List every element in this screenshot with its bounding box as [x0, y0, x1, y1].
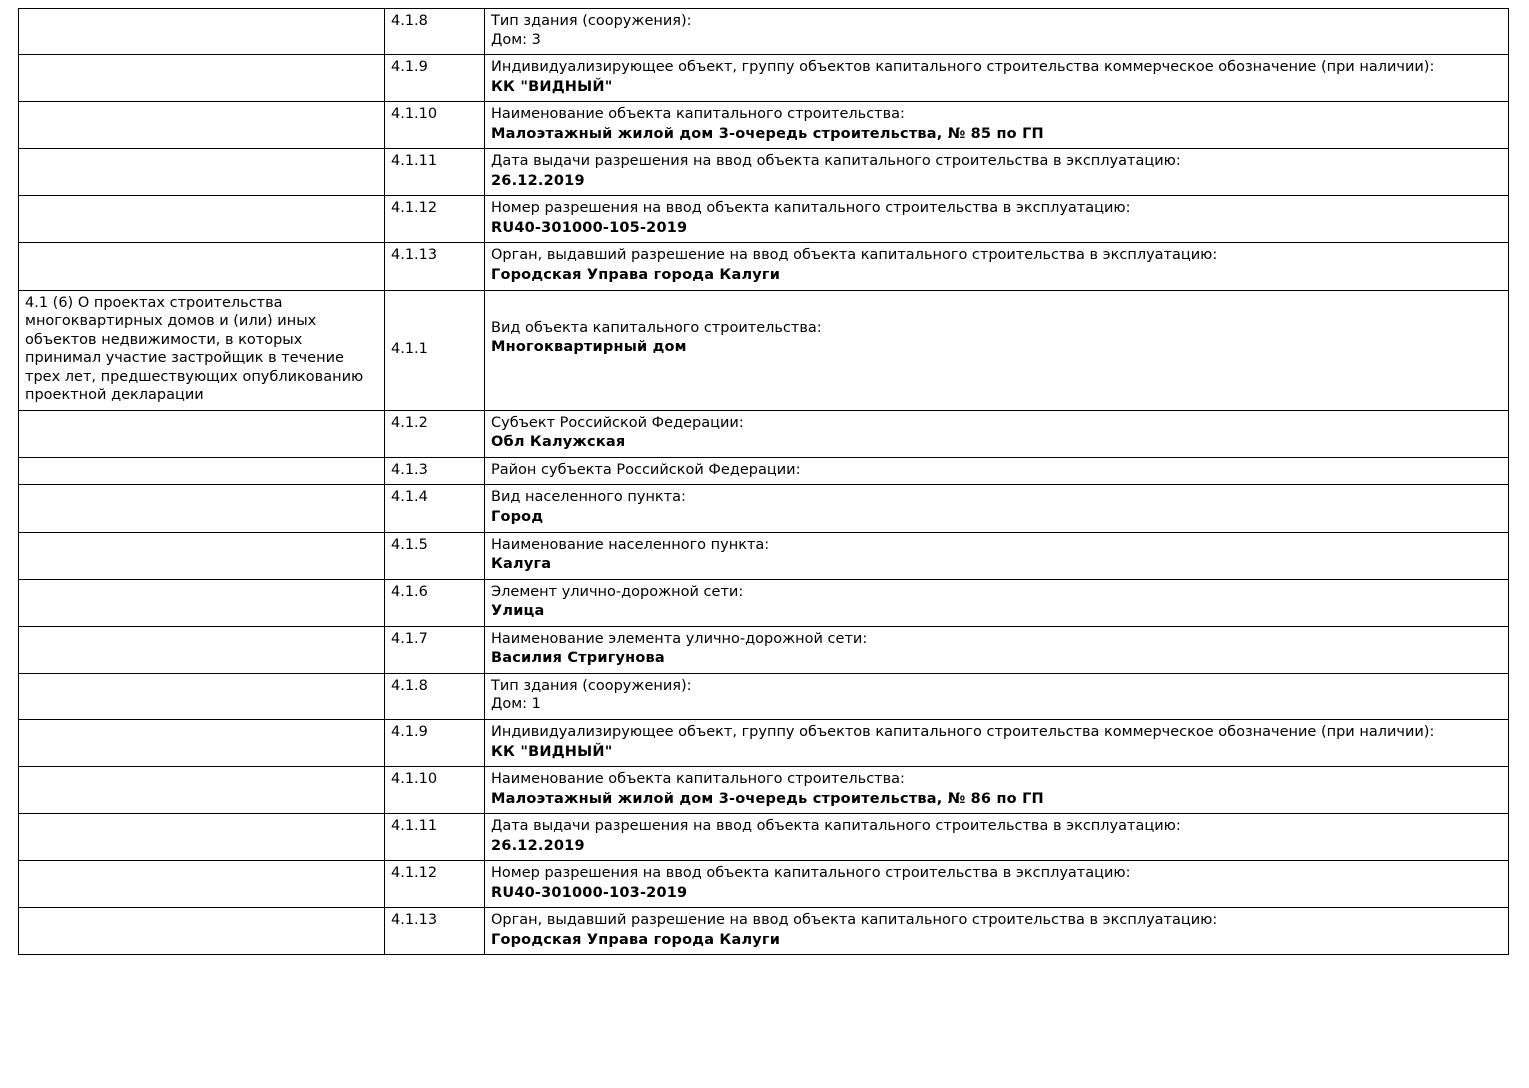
row-value: Калуга: [491, 556, 552, 573]
section-cell: [19, 149, 385, 196]
row-code: 4.1.9: [385, 719, 485, 766]
row-code: 4.1.6: [385, 579, 485, 626]
table-row: [19, 719, 1509, 766]
row-value: Город: [491, 509, 544, 526]
section-cell: [19, 579, 385, 626]
row-code: 4.1.10: [385, 102, 485, 149]
row-body: [485, 410, 1509, 457]
row-label: Наименование элемента улично-дорожной сети:: [491, 630, 868, 647]
row-value: Многоквартирный дом: [491, 339, 687, 356]
row-label: Дата выдачи разрешения на ввод объекта капитального строительства в эксплуатацию:: [491, 818, 1181, 835]
row-body: [485, 767, 1509, 814]
table-row: [19, 196, 1509, 243]
row-value: Дом: 1: [491, 696, 541, 713]
row-value: Малоэтажный жилой дом 3-очередь строительства, № 85 по ГП: [491, 125, 1044, 142]
row-value: RU40-301000-105-2019: [491, 219, 688, 236]
declaration-table: [18, 8, 1509, 955]
row-value: Дом: 3: [491, 31, 541, 48]
row-code: 4.1.9: [385, 55, 485, 102]
section-cell: [19, 861, 385, 908]
row-label: Тип здания (сооружения):: [491, 13, 692, 29]
row-code: 4.1.1: [385, 290, 485, 410]
row-label: Район субъекта Российской Федерации:: [491, 461, 801, 478]
row-body: [485, 908, 1509, 955]
table-row: [19, 673, 1509, 719]
row-value: Городская Управа города Калуги: [491, 267, 781, 284]
table-row: [19, 149, 1509, 196]
row-label: Вид объекта капитального строительства:: [491, 319, 822, 336]
row-code: 4.1.11: [385, 814, 485, 861]
row-code: 4.1.11: [385, 149, 485, 196]
row-label: Наименование объекта капитального строительства:: [491, 106, 905, 123]
section-cell: [19, 767, 385, 814]
row-body: [485, 626, 1509, 673]
table-row: [19, 814, 1509, 861]
table-row: [19, 532, 1509, 579]
row-code: 4.1.4: [385, 485, 485, 532]
row-body: [485, 579, 1509, 626]
table-row: [19, 908, 1509, 955]
row-body: [485, 9, 1509, 55]
row-body: [485, 290, 1509, 410]
row-label: Вид населенного пункта:: [491, 489, 686, 506]
section-title-cell: 4.1 (6) О проектах строительства многоквартирных домов и (или) иных объектов недвижимости, в которых принимал участие застройщик в течение трех лет, предшествующих опубликованию проектной декларации: [19, 290, 385, 410]
section-cell: [19, 55, 385, 102]
section-cell: [19, 814, 385, 861]
section-cell: [19, 908, 385, 955]
row-code: 4.1.2: [385, 410, 485, 457]
section-cell: [19, 410, 385, 457]
row-code: 4.1.13: [385, 908, 485, 955]
row-body: [485, 719, 1509, 766]
table-row: [19, 243, 1509, 290]
row-body: [485, 55, 1509, 102]
row-body: [485, 814, 1509, 861]
table-row: [19, 767, 1509, 814]
row-value: 26.12.2019: [491, 837, 585, 854]
row-label: Номер разрешения на ввод объекта капитального строительства в эксплуатацию:: [491, 200, 1131, 217]
table-row: [19, 579, 1509, 626]
row-label: Орган, выдавший разрешение на ввод объекта капитального строительства в эксплуатацию:: [491, 247, 1218, 264]
row-body: [485, 485, 1509, 532]
row-body: [485, 457, 1509, 485]
section-cell: [19, 9, 385, 55]
row-code: 4.1.3: [385, 457, 485, 485]
section-cell: [19, 485, 385, 532]
row-body: [485, 102, 1509, 149]
row-value: Улица: [491, 603, 545, 620]
row-code: 4.1.8: [385, 9, 485, 55]
row-code: 4.1.13: [385, 243, 485, 290]
row-body: [485, 861, 1509, 908]
section-cell: [19, 243, 385, 290]
row-label: Тип здания (сооружения):: [491, 677, 692, 694]
section-cell: [19, 626, 385, 673]
row-code: 4.1.12: [385, 196, 485, 243]
section-cell: [19, 673, 385, 719]
table-row: [19, 55, 1509, 102]
row-value: КК "ВИДНЫЙ": [491, 78, 613, 95]
row-code: 4.1.8: [385, 673, 485, 719]
section-cell: [19, 719, 385, 766]
section-cell: [19, 532, 385, 579]
row-body: [485, 149, 1509, 196]
row-body: [485, 532, 1509, 579]
row-label: Номер разрешения на ввод объекта капитального строительства в эксплуатацию:: [491, 865, 1131, 882]
row-value: Городская Управа города Калуги: [491, 931, 781, 948]
row-value: Обл Калужская: [491, 434, 626, 451]
table-row: [19, 410, 1509, 457]
section-cell: [19, 102, 385, 149]
row-label: Элемент улично-дорожной сети:: [491, 583, 744, 600]
row-label: Наименование объекта капитального строительства:: [491, 771, 905, 788]
row-value: RU40-301000-103-2019: [491, 884, 688, 901]
table-row: [19, 9, 1509, 55]
row-value: 26.12.2019: [491, 172, 585, 189]
table-row: [19, 457, 1509, 485]
row-label: Наименование населенного пункта:: [491, 536, 770, 553]
row-code: 4.1.12: [385, 861, 485, 908]
table-row: [19, 626, 1509, 673]
row-code: 4.1.7: [385, 626, 485, 673]
row-label: Индивидуализирующее объект, группу объектов капитального строительства коммерческое обозначение (при наличии):: [491, 723, 1435, 740]
row-label: Субъект Российской Федерации:: [491, 414, 744, 431]
table-row: [19, 485, 1509, 532]
section-cell: [19, 457, 385, 485]
document-page: [0, 8, 1529, 1088]
row-value: КК "ВИДНЫЙ": [491, 743, 613, 760]
row-label: Дата выдачи разрешения на ввод объекта капитального строительства в эксплуатацию:: [491, 153, 1181, 170]
table-row: [19, 102, 1509, 149]
row-value: Малоэтажный жилой дом 3-очередь строительства, № 86 по ГП: [491, 790, 1044, 807]
table-row: [19, 861, 1509, 908]
row-body: [485, 243, 1509, 290]
row-label: Орган, выдавший разрешение на ввод объекта капитального строительства в эксплуатацию:: [491, 912, 1218, 929]
row-value: Василия Стригунова: [491, 650, 665, 667]
row-body: [485, 196, 1509, 243]
row-body: [485, 673, 1509, 719]
row-code: 4.1.10: [385, 767, 485, 814]
section-cell: [19, 196, 385, 243]
table-row: [19, 290, 1509, 410]
row-code: 4.1.5: [385, 532, 485, 579]
row-label: Индивидуализирующее объект, группу объектов капитального строительства коммерческое обозначение (при наличии):: [491, 59, 1435, 76]
